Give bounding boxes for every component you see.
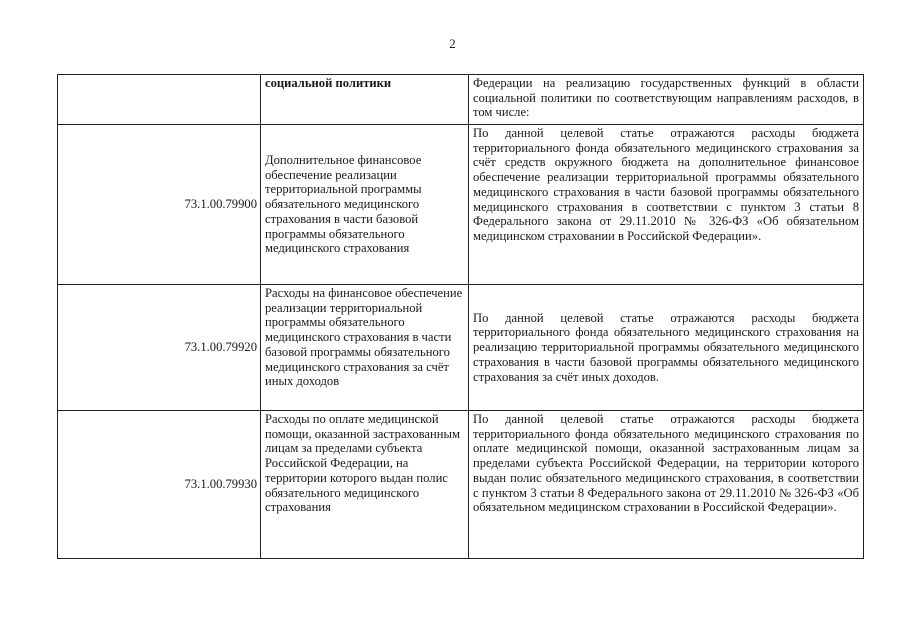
- row-description: По данной целевой статье отражаются расходы бюджета территориального фонда обязательного медицинского страхования за счёт средств окружного бюджета на дополнительное финансовое обеспечение реализации территориальной программы обязательного медицинского страхования в части базовой программы обязательного медицинского страхования в соответствии с пунктом 3 статьи 8 Федерального закона от 29.11.2010 № 326-ФЗ «Об обязательном медицинском страховании в Российской Федерации».: [469, 125, 864, 285]
- page-number: 2: [449, 36, 456, 51]
- row-name: Дополнительное финансовое обеспечение реализации территориальной программы обязательного медицинского страхования в части базовой программы обязательного медицинского страхования: [261, 125, 469, 285]
- row-code: 73.1.00.79900: [58, 125, 261, 285]
- table-row: [58, 75, 864, 125]
- table-row: [58, 125, 864, 285]
- row-description: По данной целевой статье отражаются расходы бюджета территориального фонда обязательного медицинского страхования на реализацию территориальной программы обязательного медицинского страхования в части базовой программы обязательного медицинского страхования за счёт иных доходов.: [469, 285, 864, 411]
- row-name: Расходы на финансовое обеспечение реализации территориальной программы обязательного медицинского страхования в части базовой программы обязательного медицинского страхования за счёт иных доходов: [261, 285, 469, 411]
- row-code: 73.1.00.79930: [58, 411, 261, 559]
- budget-classification-table: [57, 74, 864, 559]
- table-row: [58, 285, 864, 411]
- row-description: Федерации на реализацию государственных функций в области социальной политики по соответствующим направлениям расходов, в том числе:: [469, 75, 864, 125]
- row-description: По данной целевой статье отражаются расходы бюджета территориального фонда обязательного медицинского страхования по оплате медицинской помощи, оказанной застрахованным лицам за пределами субъекта Российской Федерации, на территории которого выдан полис обязательного медицинского страхования, в соответствии с пунктом 3 статьи 8 Федерального закона от 29.11.2010 № 326-ФЗ «Об обязательном медицинском страховании в Российской Федерации».: [469, 411, 864, 559]
- row-name: Расходы по оплате медицинской помощи, оказанной застрахованным лицам за пределами субъекта Российской Федерации, на территории которого выдан полис обязательного медицинского страхования: [261, 411, 469, 559]
- table-row: [58, 411, 864, 559]
- row-code: [58, 75, 261, 125]
- row-code: 73.1.00.79920: [58, 285, 261, 411]
- row-name: социальной политики: [261, 75, 469, 125]
